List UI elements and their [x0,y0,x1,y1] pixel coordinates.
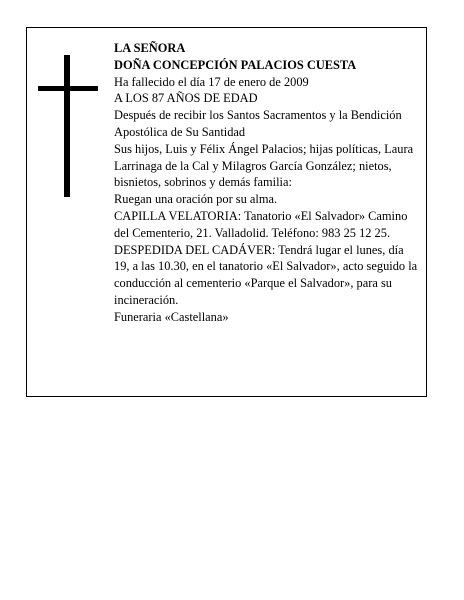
obituary-text [114,40,420,326]
cross-vertical-bar [64,55,70,197]
funeral-home: Funeraria «Castellana» [114,309,229,324]
latin-cross-icon [38,55,98,197]
family-line: Sus hijos, Luis y Félix Ángel Palacios; hijas políticas, Laura Larrinaga de la Cal y Milagros García González; nietos, bisnietos, sobrinos y demás familia: [114,141,414,190]
cross-horizontal-bar [38,86,98,91]
age-line: A LOS 87 AÑOS DE EDAD [114,91,258,106]
farewell-info: DESPEDIDA DEL CADÁVER: Tendrá lugar el lunes, día 19, a las 10.30, en el tanatorio «El Salvador», acto seguido la conducción al cementerio «Parque el Salvador», para su incineración. [114,242,418,307]
death-date-line: Ha fallecido el día 17 de enero de 2009 [114,74,309,89]
notice-heading-title: LA SEÑORA [114,41,186,55]
chapel-info: CAPILLA VELATORIA: Tanatorio «El Salvador» Camino del Cementerio, 21. Valladolid. Teléfono: 983 25 12 25. [114,208,408,240]
prayer-line: Ruegan una oración por su alma. [114,192,278,207]
deceased-name: DOÑA CONCEPCIÓN PALACIOS CUESTA [114,57,357,72]
sacraments-line: Después de recibir los Santos Sacramentos y la Bendición Apostólica de Su Santidad [114,108,402,139]
